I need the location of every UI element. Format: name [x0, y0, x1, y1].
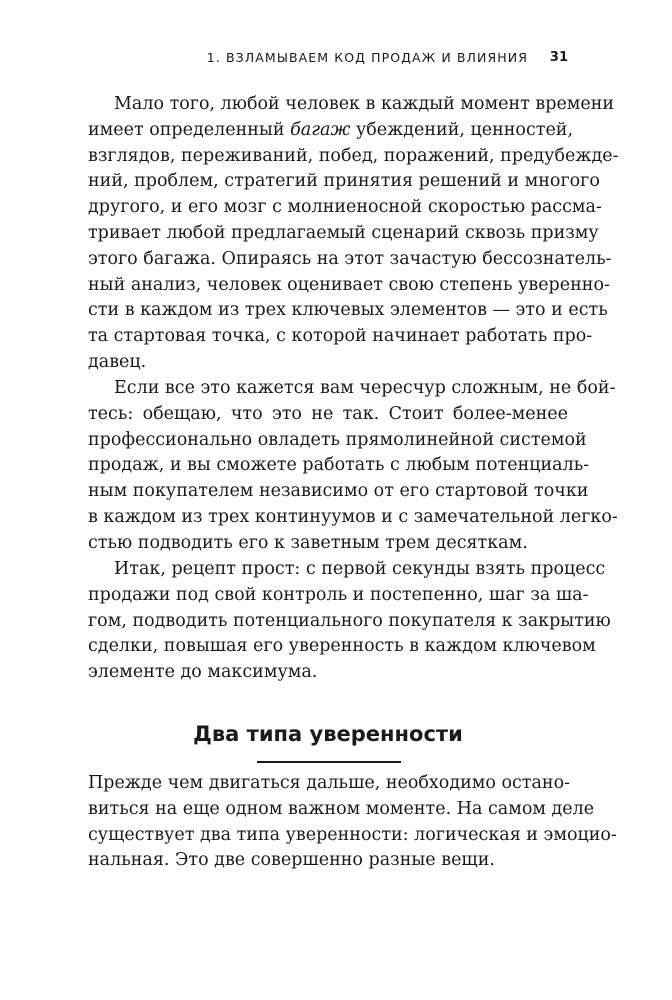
- chapter-title: 1. ВЗЛАМЫВАЕМ КОД ПРОДАЖ И ВЛИЯНИЯ: [206, 50, 528, 65]
- text-line: сти в каждом из трех ключевых элементов — это и есть: [88, 300, 608, 321]
- text-line: сделки, повышая его уверенность в каждом ключевом: [88, 636, 596, 657]
- text-line: продажи под свой контроль и постепенно, шаг за ша-: [88, 584, 589, 605]
- text-line: профессионально овладеть прямолинейной системой: [88, 429, 587, 450]
- text-line: ный анализ, человек оценивает свою степень уверенно-: [88, 274, 610, 295]
- text-line: в каждом из трех континуумов и с замечательной легко-: [88, 506, 618, 527]
- text-line: Если все это кажется вам чересчур сложным, не бой-: [114, 378, 616, 398]
- text-line: этого багажа. Опираясь на этот зачастую бессознатель-: [88, 248, 612, 269]
- text-line: ний, проблем, стратегий принятия решений и многого: [88, 171, 600, 192]
- paragraph-3: [88, 557, 611, 686]
- text-line: [88, 118, 574, 144]
- section-heading: Два типа уверенности: [193, 722, 463, 746]
- text-line: продаж, и вы сможете работать с любым потенциаль-: [88, 455, 590, 476]
- text-line: взглядов, переживаний, побед, поражений, предубежде-: [88, 145, 619, 166]
- text-fragment: имеет определенный: [88, 119, 291, 140]
- text-line: гом, подводить потенциального покупателя к закрытию: [88, 610, 611, 631]
- text-line: нальная. Это две совершенно разные вещи.: [88, 850, 495, 871]
- text-line: тесь: обещаю, что это не так. Стоит более-менее: [88, 403, 568, 424]
- heading-underline: [257, 761, 401, 763]
- page-number: 31: [549, 50, 568, 65]
- text-line: стью подводить его к заветным трем десяткам.: [88, 532, 528, 553]
- text-line: элементе до максимума.: [88, 662, 318, 683]
- text-line: существует два типа уверенности: логическая и эмоцио-: [88, 824, 617, 845]
- text-line: давец.: [88, 351, 147, 372]
- emphasis-word: багаж: [290, 119, 351, 140]
- running-head: [88, 50, 568, 70]
- text-line: виться на еще одном важном моменте. На самом деле: [88, 798, 595, 819]
- text-line: та стартовая точка, с которой начинает работать про-: [88, 326, 593, 347]
- paragraph-1: [88, 92, 619, 376]
- text-line: тривает любой предлагаемый сценарий сквозь призму: [88, 222, 599, 243]
- paragraph-2: [88, 376, 618, 557]
- text-line: ным покупателем независимо от его стартовой точки: [88, 481, 589, 502]
- text-fragment: убеждений, ценностей,: [350, 119, 574, 140]
- section-paragraph: [88, 771, 617, 874]
- text-line: Мало того, любой человек в каждый момент времени: [114, 94, 615, 114]
- text-line: Прежде чем двигаться дальше, необходимо остано-: [88, 773, 571, 793]
- text-line: другого, и его мозг с молниеносной скоростью рассма-: [88, 197, 602, 218]
- text-line: Итак, рецепт прост: с первой секунды взять процесс: [114, 559, 606, 579]
